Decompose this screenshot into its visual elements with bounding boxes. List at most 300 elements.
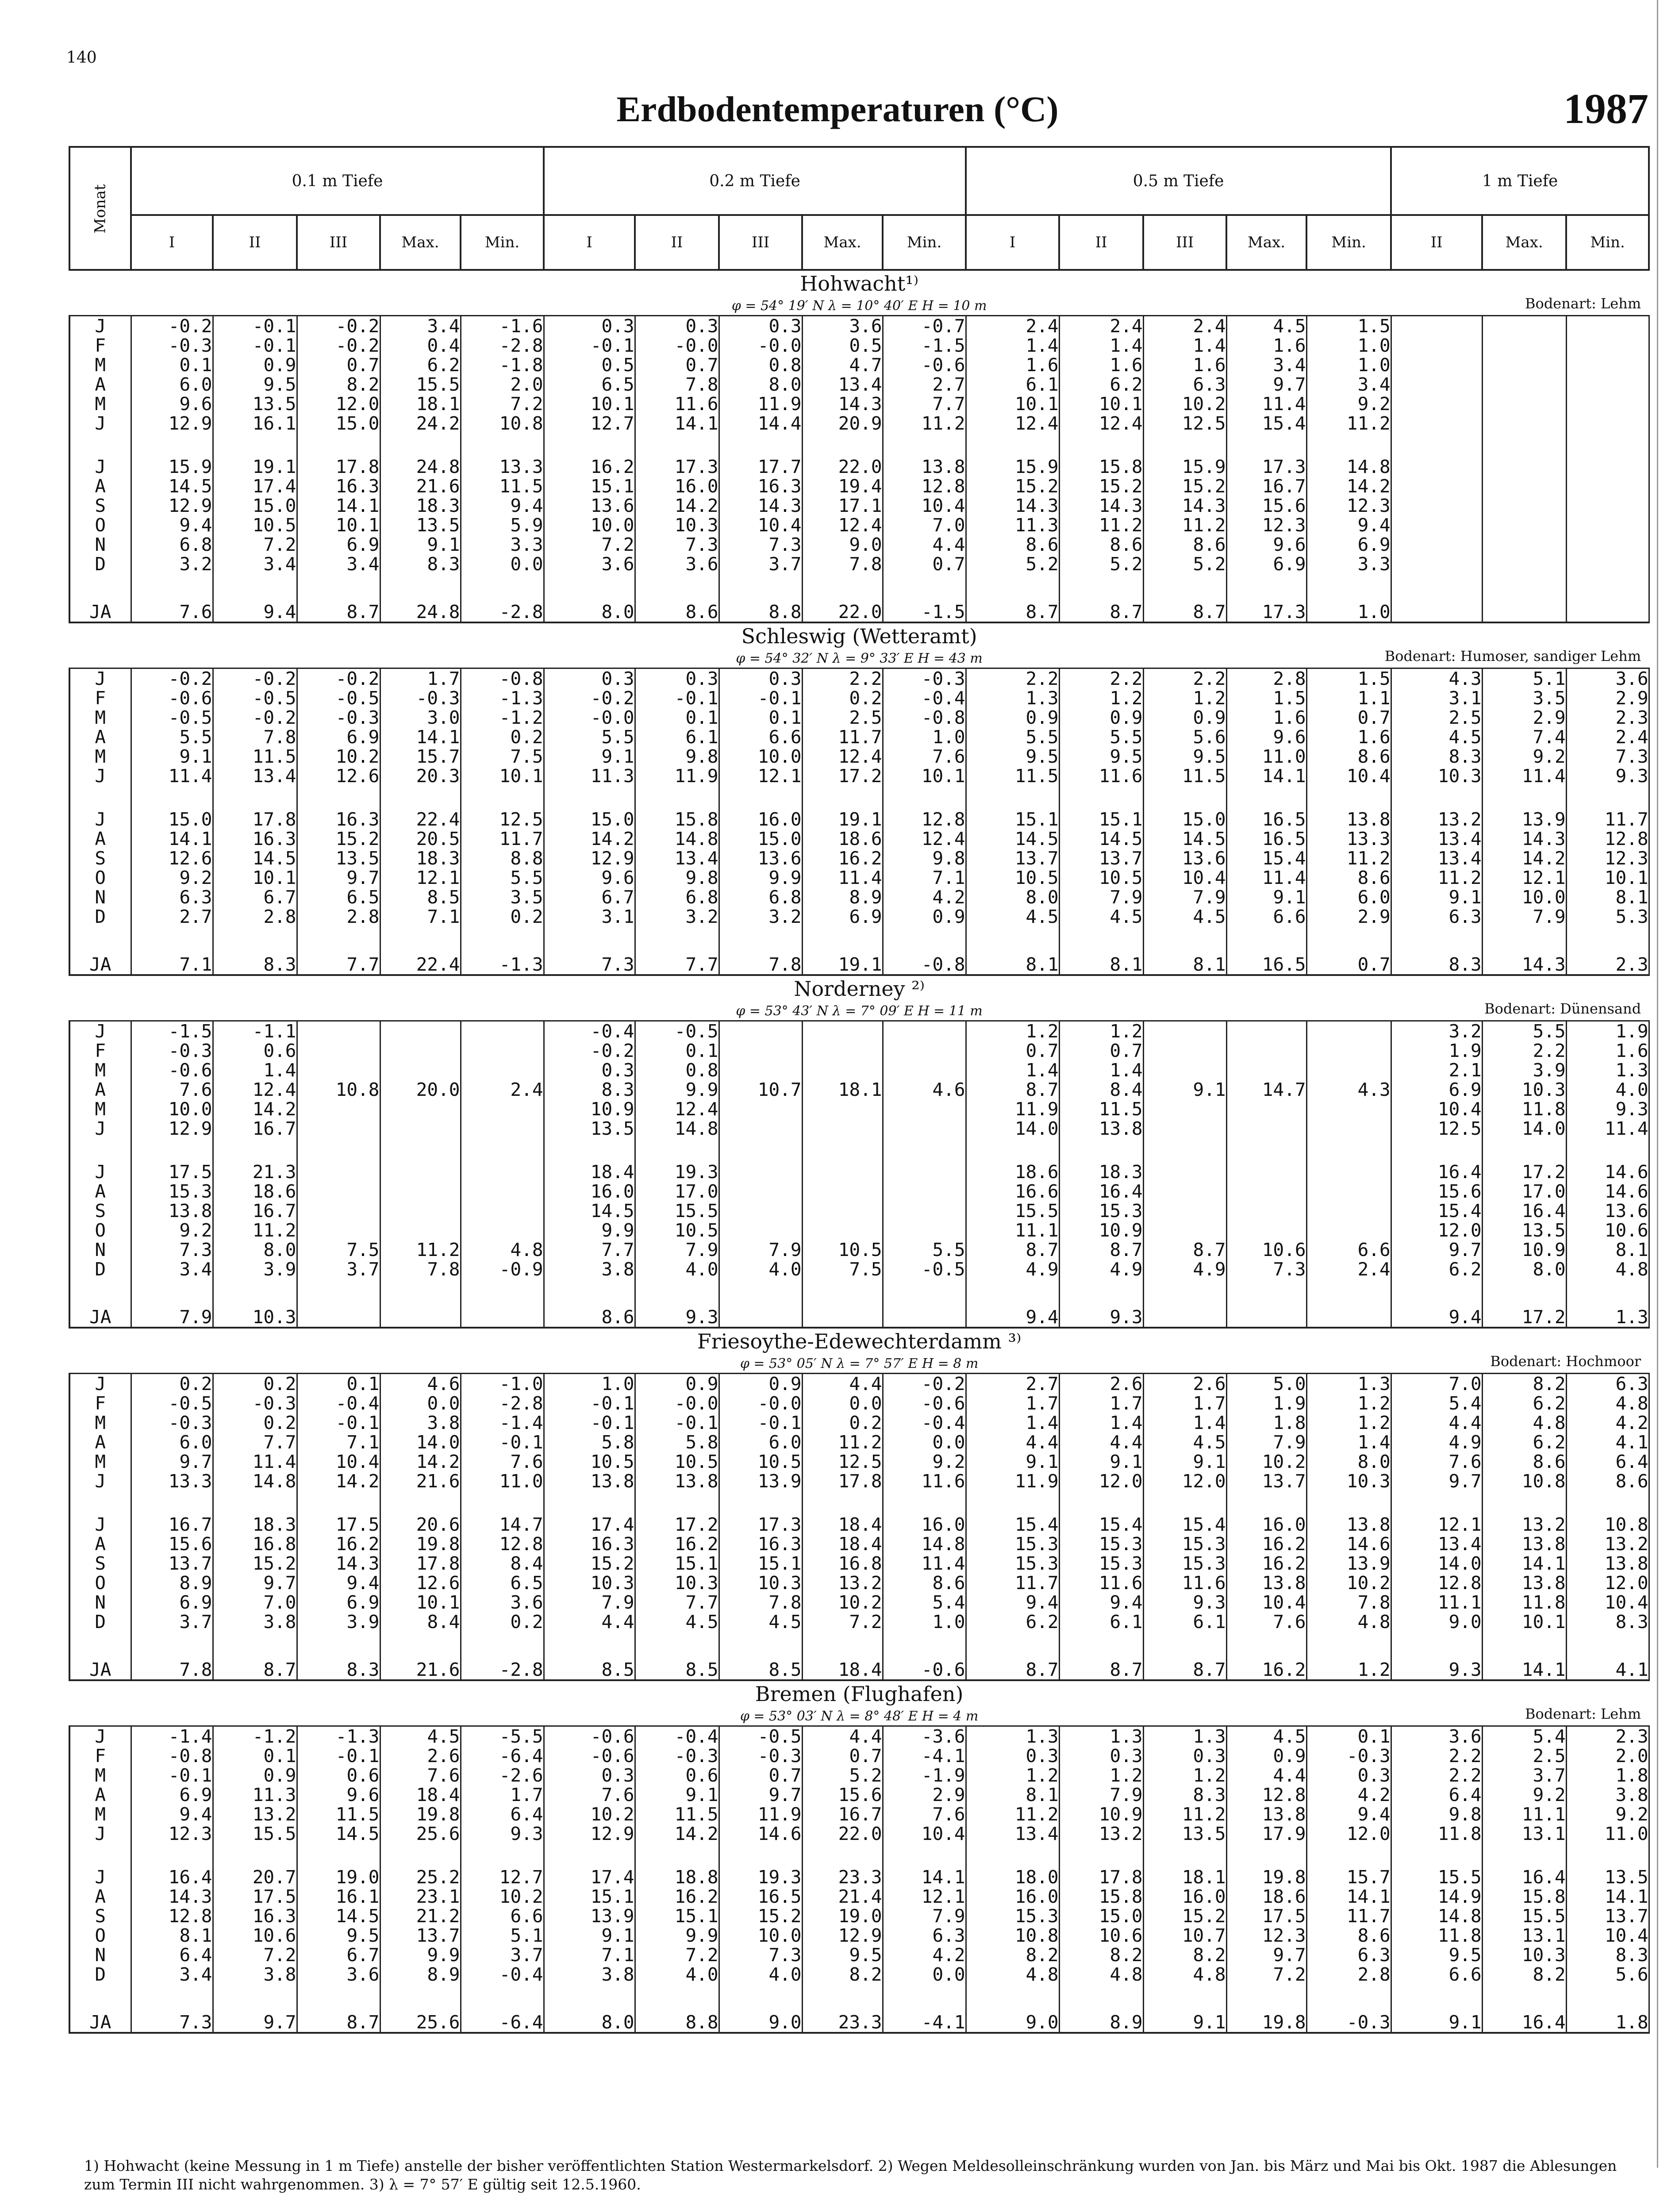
value-cell: 2.7	[179, 906, 212, 927]
value-cell: 9.2	[1615, 1804, 1648, 1825]
value-cell: 17.5	[335, 1514, 380, 1535]
header-depth: 0.1 m Tiefe	[131, 147, 544, 215]
value-cell: 8.0	[1026, 887, 1059, 908]
value-cell: 14.5	[335, 1905, 380, 1927]
value-cell: 1.2	[1026, 1021, 1059, 1042]
value-cell: 14.5	[1182, 828, 1226, 849]
value-cell: 1.6	[1273, 707, 1306, 728]
value-cell: 6.8	[685, 887, 718, 908]
value-cell: 13.9	[590, 1905, 634, 1927]
value-cell: 6.9	[1357, 534, 1391, 555]
value-column	[1391, 1374, 1482, 1681]
value-cell: 13.8	[1346, 809, 1391, 830]
value-cell: 16.5	[757, 1886, 802, 1907]
month-label: N	[95, 1592, 106, 1613]
value-cell: 16.0	[590, 1181, 634, 1202]
header-depth: 0.5 m Tiefe	[966, 147, 1391, 215]
value-cell	[381, 1201, 460, 1221]
value-cell: 9.1	[1193, 1079, 1226, 1100]
value-cell	[381, 1221, 460, 1240]
page-number: 140	[66, 49, 97, 67]
footnote: 1) Hohwacht (keine Messung in 1 m Tiefe) anstelle der bisher veröffentlichten Station Westermarkelsdorf. 2) Wegen Meldesolleinschränkung wurden von Jan. bis März und Mai bis Okt. 1987 die Ablesungen zum Termin III nicht wahrgenommen. 3) λ = 7° 57′ E gültig seit 12.5.1960.	[84, 2157, 1617, 2193]
value-cell	[803, 1022, 882, 1041]
value-cell: 11.9	[1014, 1471, 1059, 1492]
value-cell: 14.6	[1604, 1161, 1648, 1183]
value-cell: 0.9	[768, 1373, 802, 1394]
value-cell: 3.1	[601, 906, 634, 927]
value-cell	[1392, 476, 1482, 496]
value-cell	[1567, 476, 1648, 496]
value-cell	[803, 1099, 882, 1119]
value-cell: -2.8	[499, 335, 543, 356]
annual-value	[461, 1307, 543, 1327]
value-cell: 0.1	[768, 707, 802, 728]
value-cell: 14.0	[1521, 1118, 1566, 1139]
value-cell	[1392, 394, 1482, 414]
value-cell: 10.1	[1521, 1611, 1566, 1632]
value-cell: 8.3	[1615, 1944, 1648, 1966]
value-cell: -0.0	[674, 335, 718, 356]
value-cell	[1483, 316, 1566, 336]
value-cell: 2.2	[849, 668, 882, 689]
value-cell: 15.0	[335, 413, 380, 434]
value-cell: 10.7	[1182, 1925, 1226, 1946]
annual-value: 9.4	[1448, 1306, 1482, 1328]
value-cell: -0.6	[921, 354, 965, 376]
header-col: Max.	[1482, 215, 1566, 270]
value-cell: -0.8	[168, 1745, 212, 1767]
value-cell: 0.3	[1026, 1745, 1059, 1767]
value-cell: 6.7	[601, 887, 634, 908]
value-cell: 3.8	[263, 1611, 296, 1632]
value-cell: 5.4	[932, 1592, 965, 1613]
value-cell: -5.5	[499, 1726, 543, 1747]
value-cell: 15.6	[838, 1784, 882, 1805]
month-label: J	[95, 765, 106, 787]
value-cell: 11.5	[335, 1804, 380, 1825]
value-cell: 11.9	[757, 1804, 802, 1825]
value-cell: 12.0	[1437, 1220, 1482, 1241]
annual-value: 19.1	[838, 954, 882, 975]
value-cell	[298, 1119, 380, 1138]
value-cell: -0.2	[335, 335, 380, 356]
value-cell: 5.1	[510, 1925, 543, 1946]
month-label: S	[95, 1553, 106, 1574]
value-cell: 16.6	[1014, 1181, 1059, 1202]
annual-value: 8.1	[1026, 954, 1059, 975]
annual-value	[1483, 602, 1566, 622]
value-cell: 9.3	[1193, 1592, 1226, 1613]
value-column	[461, 316, 544, 623]
value-cell: 17.8	[838, 1471, 882, 1492]
value-cell: 19.1	[252, 456, 296, 477]
value-cell: 4.0	[685, 1259, 718, 1280]
month-column	[69, 1726, 131, 2033]
value-column	[966, 1726, 1059, 2033]
value-cell: 2.4	[1615, 726, 1648, 748]
value-cell: 10.4	[1437, 1098, 1482, 1120]
value-cell: 6.1	[685, 726, 718, 748]
value-column	[966, 316, 1059, 623]
value-cell: 10.3	[674, 515, 718, 536]
value-cell: 12.9	[838, 1925, 882, 1946]
value-cell: 15.4	[1182, 1514, 1226, 1535]
value-cell: 11.4	[168, 765, 212, 787]
value-cell: 18.0	[1014, 1866, 1059, 1888]
value-cell: 3.2	[685, 906, 718, 927]
annual-value: 7.1	[179, 954, 212, 975]
value-cell: 15.6	[1437, 1181, 1482, 1202]
value-cell	[298, 1099, 380, 1119]
value-cell: 4.6	[427, 1373, 460, 1394]
value-cell: -0.1	[335, 1745, 380, 1767]
value-column	[213, 316, 297, 623]
value-cell: -0.6	[590, 1726, 634, 1747]
value-cell: 2.6	[1110, 1373, 1143, 1394]
value-cell: 10.8	[1521, 1471, 1566, 1492]
value-cell: 18.6	[838, 828, 882, 849]
value-cell: 6.4	[510, 1804, 543, 1825]
value-cell: 12.7	[499, 1866, 543, 1888]
header-col: II	[635, 215, 719, 270]
value-cell: 0.9	[1026, 707, 1059, 728]
value-cell: 4.4	[1273, 1765, 1306, 1786]
value-cell: 6.2	[1533, 1432, 1566, 1453]
value-cell: 17.3	[757, 1514, 802, 1535]
monat-label: Monat	[91, 184, 109, 234]
value-cell: 1.3	[1110, 1726, 1143, 1747]
value-cell: 2.4	[510, 1079, 543, 1100]
annual-value: -2.8	[499, 1659, 543, 1680]
value-cell: 6.8	[768, 887, 802, 908]
value-cell: 13.8	[1346, 1514, 1391, 1535]
value-cell	[461, 1119, 543, 1138]
value-cell: 10.3	[757, 1572, 802, 1594]
value-cell: -0.3	[921, 668, 965, 689]
value-cell: 10.3	[590, 1572, 634, 1594]
value-cell: 10.2	[335, 746, 380, 767]
month-label: J	[95, 1373, 106, 1394]
value-cell	[461, 1221, 543, 1240]
value-cell: 14.2	[674, 495, 718, 516]
value-cell: 15.6	[168, 1533, 212, 1555]
value-cell: 11.4	[838, 867, 882, 888]
value-cell	[1144, 1022, 1226, 1041]
value-cell: 3.2	[1448, 1021, 1482, 1042]
annual-value: 16.4	[1521, 2012, 1566, 2033]
value-cell: 1.6	[1273, 335, 1306, 356]
value-cell: 9.7	[768, 1784, 802, 1805]
value-cell: 13.9	[1521, 809, 1566, 830]
value-cell: -0.8	[921, 707, 965, 728]
value-cell: 4.2	[932, 887, 965, 908]
month-label: J	[95, 413, 106, 434]
value-cell: 1.9	[1448, 1040, 1482, 1061]
annual-value: 22.4	[416, 954, 460, 975]
value-column	[635, 1374, 719, 1681]
value-cell: 8.3	[601, 1079, 634, 1100]
value-column	[1566, 668, 1649, 975]
value-cell: 16.3	[590, 1533, 634, 1555]
value-cell	[1483, 375, 1566, 394]
value-cell: 9.3	[1615, 1098, 1648, 1120]
value-cell: 12.1	[757, 765, 802, 787]
annual-value	[720, 1307, 802, 1327]
value-cell: 15.0	[252, 495, 296, 516]
value-cell: 5.2	[849, 1765, 882, 1786]
value-cell: 4.8	[1615, 1259, 1648, 1280]
value-column	[635, 316, 719, 623]
value-cell: 13.5	[335, 848, 380, 869]
value-cell: 6.6	[1273, 906, 1306, 927]
annual-value	[1392, 602, 1482, 622]
value-cell: 16.0	[674, 476, 718, 497]
value-cell: 16.2	[674, 1533, 718, 1555]
value-cell: 8.6	[1110, 534, 1143, 555]
value-cell: 10.9	[1099, 1804, 1143, 1825]
value-cell: 9.2	[932, 1451, 965, 1472]
value-column	[1059, 1726, 1143, 2033]
value-cell: 10.0	[1521, 887, 1566, 908]
value-cell: 16.3	[252, 828, 296, 849]
value-cell: 9.6	[179, 393, 212, 415]
value-cell: 10.1	[921, 765, 965, 787]
value-cell	[1227, 1060, 1306, 1080]
value-cell: 10.2	[1262, 1451, 1306, 1472]
value-column	[802, 1374, 883, 1681]
value-cell: 16.3	[757, 476, 802, 497]
value-cell: 19.8	[416, 1804, 460, 1825]
value-cell: 10.2	[838, 1592, 882, 1613]
value-cell: 4.5	[1026, 906, 1059, 927]
station-name: Norderney ²⁾	[794, 977, 925, 1001]
value-column	[1306, 316, 1391, 623]
value-cell: 22.0	[838, 1823, 882, 1844]
annual-value: 2.3	[1615, 954, 1648, 975]
value-cell: 13.7	[1099, 848, 1143, 869]
annual-label: JA	[89, 954, 111, 975]
value-cell: 11.9	[1014, 1098, 1059, 1120]
value-cell: 11.6	[1099, 765, 1143, 787]
value-column	[883, 316, 966, 623]
value-cell: 12.1	[921, 1886, 965, 1907]
value-cell: 7.4	[1533, 726, 1566, 748]
value-cell: 7.3	[179, 1239, 212, 1260]
value-cell: 11.2	[1182, 515, 1226, 536]
value-cell: 3.4	[179, 1259, 212, 1280]
value-cell: 6.2	[427, 354, 460, 376]
value-cell: 11.0	[1262, 746, 1306, 767]
value-cell: 5.9	[510, 515, 543, 536]
value-cell: 14.5	[1099, 828, 1143, 849]
value-cell: 10.2	[1182, 393, 1226, 415]
value-cell: 0.3	[685, 315, 718, 337]
month-label: M	[95, 1765, 106, 1786]
value-column	[1566, 316, 1649, 623]
value-cell: -0.2	[590, 687, 634, 709]
value-cell: 5.8	[601, 1432, 634, 1453]
value-cell	[1483, 457, 1566, 476]
value-cell: 3.9	[263, 1259, 296, 1280]
value-cell: 0.1	[1357, 1726, 1391, 1747]
value-cell: 18.6	[252, 1181, 296, 1202]
value-cell: 9.5	[263, 374, 296, 395]
value-column	[380, 668, 461, 975]
value-cell: 12.4	[674, 1098, 718, 1120]
value-cell	[1392, 515, 1482, 535]
value-cell: 13.4	[1437, 848, 1482, 869]
value-cell: 15.7	[416, 746, 460, 767]
value-cell	[1307, 1099, 1391, 1119]
station-name: Friesoythe-Edewechterdamm ³⁾	[697, 1329, 1022, 1353]
value-cell: 7.2	[263, 534, 296, 555]
value-cell	[1307, 1162, 1391, 1182]
value-cell: 2.0	[1615, 1745, 1648, 1767]
month-label: D	[95, 1611, 106, 1632]
annual-value: 8.3	[1448, 954, 1482, 975]
value-cell: 2.3	[1615, 707, 1648, 728]
value-cell: 13.5	[1182, 1823, 1226, 1844]
value-cell: 11.8	[1437, 1925, 1482, 1946]
annual-value: -1.5	[921, 601, 965, 622]
value-cell: 5.6	[1193, 726, 1226, 748]
value-cell: 11.4	[1604, 1118, 1648, 1139]
value-cell: 11.5	[499, 476, 543, 497]
month-label: F	[95, 1393, 106, 1414]
annual-value: 17.3	[1262, 601, 1306, 622]
value-cell: 12.0	[1346, 1823, 1391, 1844]
value-cell: 13.5	[252, 393, 296, 415]
value-cell: 15.8	[1521, 1886, 1566, 1907]
value-column	[966, 1374, 1059, 1681]
value-column	[544, 668, 635, 975]
value-cell: 8.9	[179, 1572, 212, 1594]
value-cell: 16.0	[1262, 1514, 1306, 1535]
value-cell: 18.6	[1014, 1161, 1059, 1183]
value-cell	[381, 1119, 460, 1138]
value-cell: 6.6	[1448, 1964, 1482, 1985]
value-cell: 7.3	[768, 1944, 802, 1966]
value-cell: 0.0	[932, 1964, 965, 1985]
value-cell: 10.2	[1346, 1572, 1391, 1594]
month-label: F	[95, 1040, 106, 1061]
value-column	[544, 1021, 635, 1328]
value-cell: 22.4	[416, 809, 460, 830]
value-cell: 0.3	[1357, 1765, 1391, 1786]
value-cell: 1.8	[1273, 1412, 1306, 1433]
value-cell: -6.4	[499, 1745, 543, 1767]
annual-value: 1.0	[1357, 601, 1391, 622]
value-cell: 10.1	[1099, 393, 1143, 415]
station-coords: φ = 53° 05′ N λ = 7° 57′ E H = 8 m	[740, 1356, 979, 1371]
month-label: D	[95, 906, 106, 927]
value-cell: -0.1	[499, 1432, 543, 1453]
value-cell: 13.8	[1262, 1572, 1306, 1594]
value-column	[1226, 316, 1306, 623]
value-cell: -1.8	[499, 354, 543, 376]
value-cell: 10.5	[757, 1451, 802, 1472]
value-cell: 8.6	[1357, 1925, 1391, 1946]
value-cell: 0.7	[1110, 1040, 1143, 1061]
value-cell: 8.2	[1193, 1944, 1226, 1966]
annual-value: 7.7	[346, 954, 380, 975]
value-cell: 6.2	[1448, 1259, 1482, 1280]
value-cell: 0.0	[932, 1432, 965, 1453]
value-cell: 3.8	[601, 1259, 634, 1280]
value-cell: 10.4	[1604, 1592, 1648, 1613]
value-cell: 8.7	[1110, 1239, 1143, 1260]
value-cell: 10.6	[1099, 1925, 1143, 1946]
station-coords: φ = 53° 03′ N λ = 8° 48′ E H = 4 m	[740, 1709, 979, 1724]
value-cell: 2.5	[1533, 1745, 1566, 1767]
header-col: Min.	[883, 215, 966, 270]
value-cell: 10.6	[1262, 1239, 1306, 1260]
value-cell: 1.4	[1026, 335, 1059, 356]
value-cell: 14.0	[1437, 1553, 1482, 1574]
value-cell: 7.3	[1615, 746, 1648, 767]
station-soil: Bodenart: Lehm	[1525, 1705, 1641, 1722]
value-cell: 12.4	[1014, 413, 1059, 434]
value-cell: 7.6	[1448, 1451, 1482, 1472]
value-cell: 7.5	[346, 1239, 380, 1260]
header-monat	[69, 147, 131, 270]
month-label: S	[95, 848, 106, 869]
month-label: F	[95, 1745, 106, 1767]
value-cell: 7.0	[932, 515, 965, 536]
value-cell: 13.7	[1262, 1471, 1306, 1492]
value-cell: 11.4	[1521, 765, 1566, 787]
annual-value: 7.8	[179, 1659, 212, 1680]
value-column	[1143, 1021, 1226, 1328]
value-cell: 10.5	[674, 1451, 718, 1472]
value-cell: 10.3	[1437, 765, 1482, 787]
value-cell: 15.2	[1014, 476, 1059, 497]
value-cell	[884, 1201, 965, 1221]
value-cell: 9.7	[1273, 1944, 1306, 1966]
value-cell: -0.6	[168, 687, 212, 709]
value-cell: 8.4	[1110, 1079, 1143, 1100]
value-cell: 4.4	[849, 1373, 882, 1394]
annual-value: 4.1	[1615, 1659, 1648, 1680]
value-cell: 0.1	[346, 1373, 380, 1394]
value-cell	[1307, 1221, 1391, 1240]
value-cell: 14.6	[1346, 1533, 1391, 1555]
value-cell: 13.1	[1521, 1823, 1566, 1844]
value-cell: 16.2	[838, 848, 882, 869]
value-cell: -0.0	[757, 1393, 802, 1414]
value-cell: 17.4	[252, 476, 296, 497]
annual-value: 8.7	[263, 1659, 296, 1680]
value-cell	[1307, 1182, 1391, 1201]
value-cell: 13.5	[590, 1118, 634, 1139]
value-cell: 15.5	[252, 1823, 296, 1844]
value-column	[1059, 668, 1143, 975]
value-cell: 7.9	[601, 1592, 634, 1613]
value-cell: 14.5	[252, 848, 296, 869]
header-depth: 1 m Tiefe	[1391, 147, 1649, 215]
value-cell: 8.3	[427, 553, 460, 575]
value-cell: 11.6	[1182, 1572, 1226, 1594]
month-label: N	[95, 1239, 106, 1260]
value-cell: 15.3	[1014, 1533, 1059, 1555]
value-cell: 8.4	[427, 1611, 460, 1632]
value-cell: 5.4	[1533, 1726, 1566, 1747]
value-cell: 15.3	[1182, 1533, 1226, 1555]
value-cell: 12.5	[499, 809, 543, 830]
value-cell: 3.7	[1533, 1765, 1566, 1786]
value-cell: 10.1	[499, 765, 543, 787]
value-cell: -1.9	[921, 1765, 965, 1786]
